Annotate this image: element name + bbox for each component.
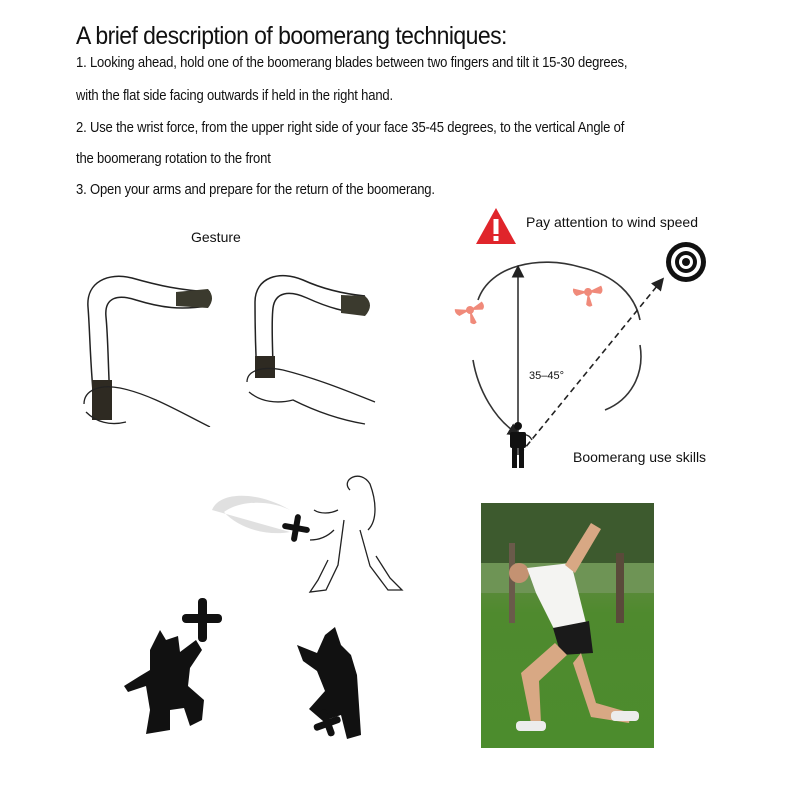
man-throwing-photo [481, 503, 654, 748]
step-2-line-2: the boomerang rotation to the front [76, 151, 271, 167]
step-2-line-1: 2. Use the wrist force, from the upper right side of your face 35-45 degrees, to the vertical Angle of [76, 120, 625, 136]
boomerang-icon-left [454, 299, 489, 328]
step-1-line-1: 1. Looking ahead, hold one of the boomerang blades between two fingers and tilt it 15-30 degrees, [76, 55, 628, 71]
step-3-line-1: 3. Open your arms and prepare for the return of the boomerang. [76, 182, 435, 198]
step-1-line-2: with the flat side facing outwards if held in the right hand. [76, 88, 393, 104]
person-icon [510, 422, 526, 468]
boomerang-icon-right [573, 284, 605, 309]
boomerang-icon [182, 598, 222, 642]
target-icon [666, 242, 706, 282]
gesture-label: Gesture [191, 229, 241, 245]
throw-diagram [440, 240, 720, 480]
angle-label: 35–45° [529, 370, 564, 382]
wind-warning-text: Pay attention to wind speed [526, 214, 699, 230]
hand-grip-illustration-1 [80, 262, 220, 427]
page-title: A brief description of boomerang techniques: [76, 22, 507, 50]
boy-jumping-silhouette [295, 625, 375, 745]
boy-catching-silhouette [120, 590, 230, 740]
hand-grip-icon [245, 262, 385, 427]
hand-grip-icon [80, 262, 220, 427]
hand-grip-illustration-2 [245, 262, 385, 427]
diagram-caption: Boomerang use skills [573, 449, 707, 465]
boomerang-icon [282, 514, 311, 543]
girl-throwing-illustration [210, 470, 410, 610]
